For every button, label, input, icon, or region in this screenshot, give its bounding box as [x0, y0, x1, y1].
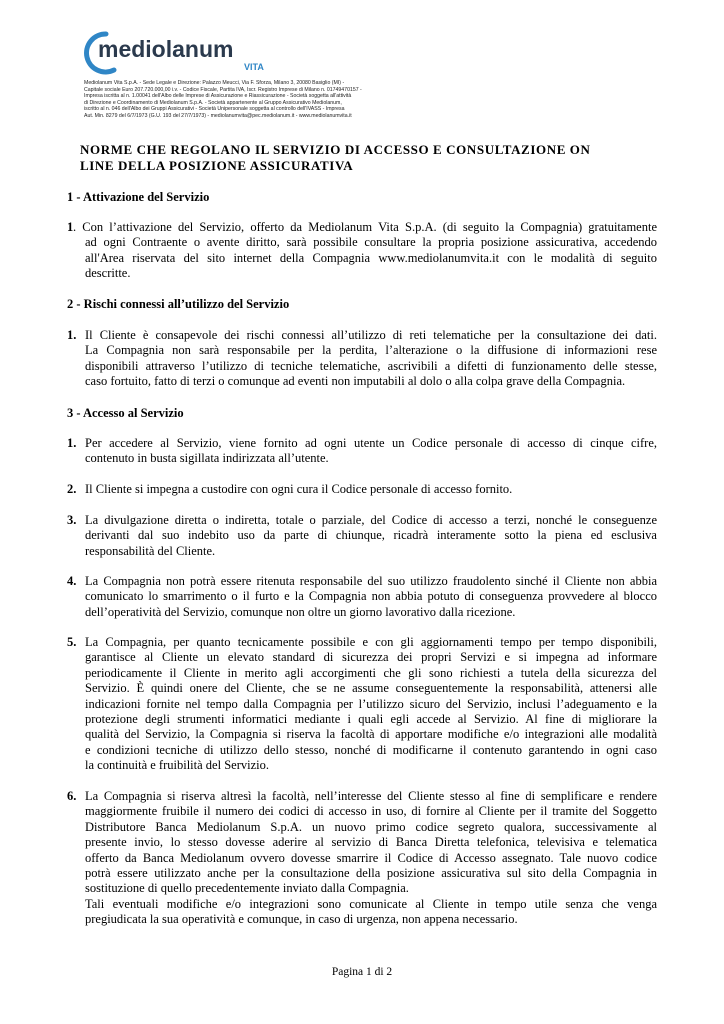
list-item	[67, 436, 657, 467]
page-number: Pagina 1 di 2	[331, 966, 393, 978]
item-line: dell’operatività del Servizio, comunque non oltre un giorno lavorativo dalla ricezione.	[85, 604, 516, 619]
title-line: NORME CHE REGOLANO IL SERVIZIO DI ACCESSO E CONSULTAZIONE ON	[80, 142, 591, 157]
item-line: protezione degli strumenti informatici mediante i quali egli accede al Servizio. Al fine di migliorare la	[85, 712, 657, 727]
item-number: 4.	[67, 574, 77, 588]
item-number: 1	[67, 220, 74, 234]
section-heading: 3 - Accesso al Servizio	[67, 406, 184, 420]
item-line: qualità del Servizio, la Compagnia si riserva la facoltà di apportare modifiche e/o integrazioni alle modalità	[85, 727, 657, 742]
item-text	[85, 789, 657, 928]
item-line: e condizioni tecniche di utilizzo dello stesso, nonché di modificarne il contenuto garantendo in ogni caso	[85, 742, 657, 757]
item-number: 3.	[67, 513, 77, 527]
item-number: 2.	[67, 482, 77, 496]
svg-text:VITA: VITA	[244, 62, 264, 72]
document-title	[80, 142, 660, 174]
item-line: offerto da Banca Mediolanum ovvero dovesse smarrire il Codice di Accesso assegnato. Tale nuovo codice	[85, 850, 657, 865]
company-info-line: iscritto al n. 046 dell'Albo dei Gruppi Assicurativi - Società Unipersonale soggetta al controllo dell'IVASS - Impresa	[84, 106, 345, 113]
list-item	[67, 513, 657, 559]
item-line: . Con l’attivazione del Servizio, offerto da Mediolanum Vita S.p.A. (di seguito la Compagnia) gratuitamente	[73, 220, 657, 234]
item-number: 1.	[67, 436, 77, 450]
list-item	[67, 574, 657, 620]
list-item	[67, 635, 657, 774]
item-text	[85, 635, 657, 774]
item-line: Tali eventuali modifiche e/o integrazioni sono comunicate al Cliente in tempo utile senza che venga	[85, 896, 657, 911]
company-info-line: Aut. Min. 8279 del 6/7/1973 (G.U. 193 del 27/7/1973) - mediolanumvita@pec.mediolanum.it - www.mediolanumvita.it	[84, 112, 352, 119]
company-info-line: Impresa iscritta al n. 1.00041 dell'Albo delle Imprese di Assicurazione e Riassicurazione - Società soggetta all'attività	[84, 93, 352, 100]
company-info-line: Mediolanum Vita S.p.A. - Sede Legale e Direzione: Palazzo Meucci, Via F. Sforza, Milano 3, 20080 Basiglio (MI) -	[84, 80, 345, 86]
item-line: disponibili attraverso l’utilizzo di tecniche telematiche, ascrivibili a difetti di funzionamento delle stesse,	[85, 358, 657, 373]
list-item	[67, 789, 657, 928]
item-line: descritte.	[85, 266, 131, 281]
item-line: responsabilità del Cliente.	[85, 543, 216, 558]
item-line: La Compagnia non sarà responsabile per la perdita, l’alterazione o la diffusione di informazioni rese	[85, 343, 657, 358]
item-line: Per accedere al Servizio, viene fornito ad ogni utente un Codice personale di accesso di cinque cifre,	[85, 436, 657, 450]
item-text	[85, 436, 657, 467]
item-line: garantisce al Cliente un elevato standard di sicurezza dei propri Servizi e si impegna ad informare	[85, 650, 657, 665]
list-item	[67, 482, 657, 497]
mediolanum-vita-logo	[84, 26, 284, 76]
title-line: LINE DELLA POSIZIONE ASSICURATIVA	[80, 158, 354, 173]
item-line: pregiudicata la sua operatività e comunque, in caso di urgenza, non appena necessario.	[85, 912, 518, 927]
item-line: caso fortuito, fatto di terzi o comunque ad eventi non imputabili al dolo o alla colpa grave della Compagnia.	[85, 374, 626, 389]
item-line: comunicato lo smarrimento o il furto e la Compagnia non abbia potuto di conseguenza provvedere al blocco	[85, 589, 657, 604]
company-info-line: di Direzione e Coordinamento di Mediolanum S.p.A. - Società appartenente al Gruppo Assicurativo Mediolanum,	[84, 99, 342, 106]
item-line: ad ogni Contraente o avente diritto, sarà possibile consultare la propria posizione assicurativa, accedendo	[85, 235, 657, 250]
item-text	[85, 513, 657, 559]
item-line: potrà essere utilizzato anche per la consultazione della posizione assicurativa sul sito della Compagnia in	[85, 866, 657, 881]
item-line: sostituzione di quello precedentemente inviato dalla Compagnia.	[85, 881, 409, 896]
item-text	[67, 220, 657, 282]
list-item	[67, 328, 657, 390]
item-line: Il Cliente è consapevole dei rischi connessi all’utilizzo di reti telematiche per la consultazione dei dati.	[85, 328, 657, 342]
item-line: La divulgazione diretta o indiretta, totale o parziale, del Codice di accesso a terzi, nonché le conseguenze	[85, 513, 657, 527]
section-heading: 2 - Rischi connessi all’utilizzo del Servizio	[67, 297, 290, 311]
item-line: indicazioni fornite nel tempo dalla Compagnia per l’utilizzo sicuro del Servizio, inclusi l’adeguamento e la	[85, 696, 657, 711]
item-line: all'Area riservata del sito internet della Compagnia www.mediolanumvita.it con le modalità di seguito	[85, 250, 657, 265]
section-heading: 1 - Attivazione del Servizio	[67, 190, 210, 204]
item-line: periodicamente il Cliente in merito agli accorgimenti che gli sono richiesti a tutela della sicurezza del	[85, 665, 657, 680]
item-line: La Compagnia non potrà essere ritenuta responsabile del suo utilizzo fraudolento sinché il Cliente non abbia	[85, 574, 657, 588]
item-line: La Compagnia si riserva altresì la facoltà, nell’interesse del Cliente stesso al fine di semplificare e rendere	[85, 789, 657, 803]
item-text	[85, 482, 657, 497]
item-number: 5.	[67, 635, 77, 649]
item-line: maggiormente fruibile il numero dei codici di accesso in uso, di fornire al Cliente per il tramite del Soggetto	[85, 804, 657, 819]
svg-text:mediolanum: mediolanum	[98, 36, 234, 62]
item-text	[85, 328, 657, 390]
item-line: La Compagnia, per quanto tecnicamente possibile e con gli aggiornamenti tempo per tempo disponibili,	[85, 635, 657, 649]
list-item	[67, 220, 657, 282]
item-line: presente invio, lo stesso dovesse aderire al servizio di Banca Diretta telefonica, televisiva e telematica	[85, 835, 657, 850]
company-legal-info	[84, 80, 370, 120]
item-line: contenuto in busta sigillata indirizzata all’utente.	[85, 451, 329, 466]
item-number: 6.	[67, 789, 77, 803]
item-line: derivanti dal suo indebito uso da parte di chiunque, ricadrà interamente sotto la piena ed esclusiva	[85, 528, 657, 543]
item-line: Servizio. È quindi onere del Cliente, che se ne assume conseguentemente la responsabilità, attenersi alle	[85, 681, 657, 696]
item-line: la continuità e fruibilità del Servizio.	[85, 758, 269, 773]
item-line: Distributore Banca Mediolanum S.p.A. un nuovo primo codice segreto qualora, successivamente al	[85, 819, 657, 834]
item-line: Il Cliente si impegna a custodire con ogni cura il Codice personale di accesso fornito.	[85, 482, 513, 496]
item-number: 1.	[67, 328, 77, 342]
item-text	[85, 574, 657, 620]
company-info-line: Capitale sociale Euro 207.720.000,00 i.v. - Codice Fiscale, Partita IVA, Iscr. Registro Imprese di Milano n. 01749470157 -	[84, 86, 362, 93]
